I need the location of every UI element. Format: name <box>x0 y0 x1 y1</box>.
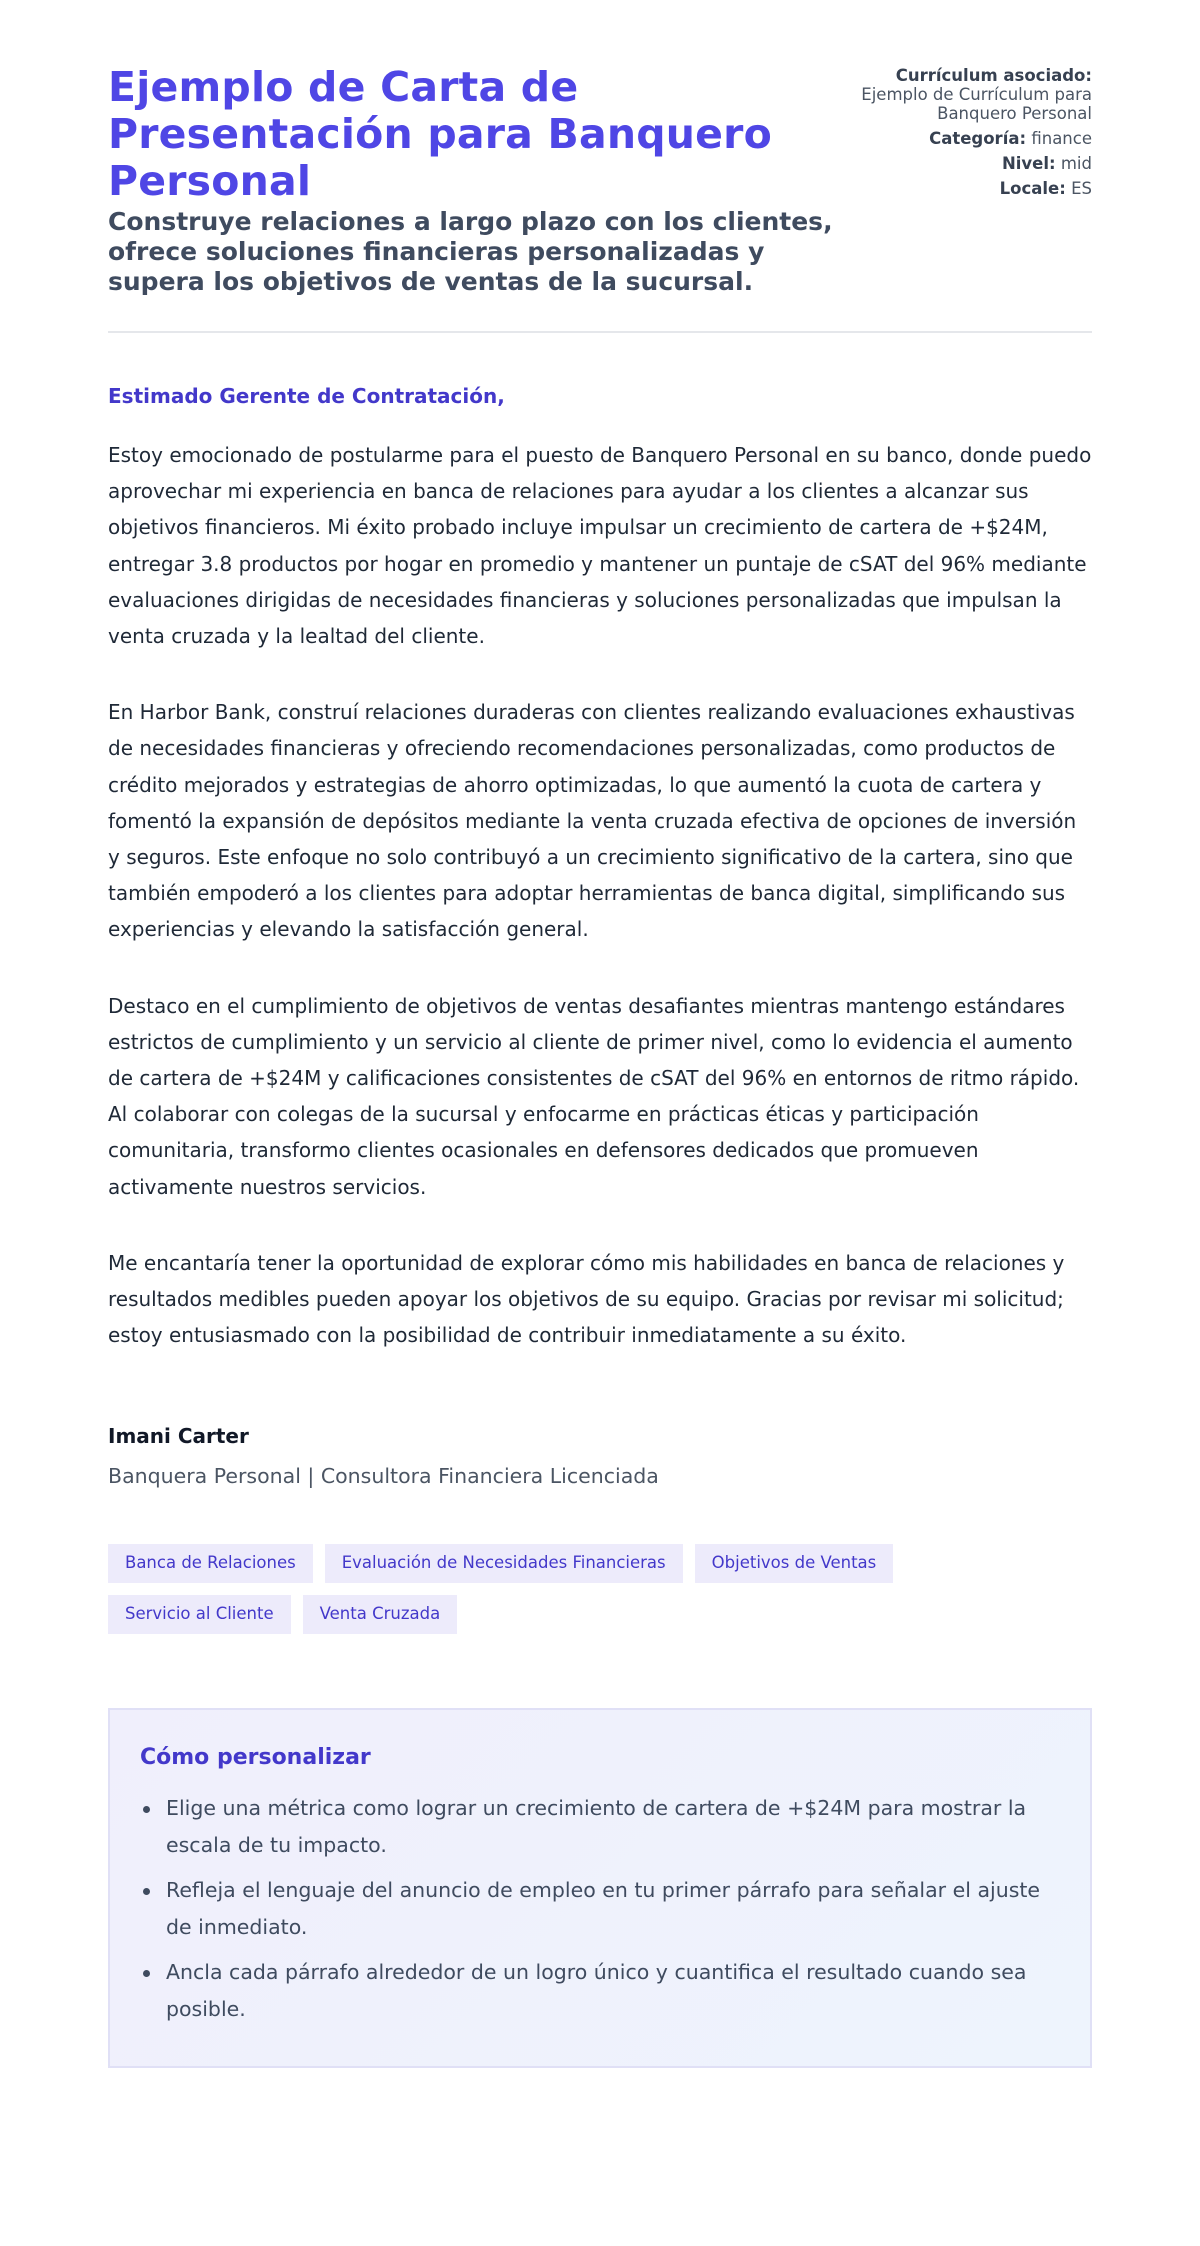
meta-level-value: mid <box>1060 154 1092 173</box>
tips-list <box>140 1790 1060 2028</box>
meta-locale <box>852 179 1092 198</box>
signature-block <box>108 1423 1092 1489</box>
skill-tag[interactable]: Evaluación de Necesidades Financieras <box>325 1544 683 1583</box>
skill-tag[interactable]: Banca de Relaciones <box>108 1544 313 1583</box>
tip-item: Refleja el lenguaje del anuncio de empleo en tu primer párrafo para señalar el ajuste de inmediato. <box>140 1872 1060 1946</box>
meta-locale-label: Locale: <box>999 179 1066 198</box>
skill-tags <box>108 1544 1008 1634</box>
letter-paragraph: En Harbor Bank, construí relaciones duraderas con clientes realizando evaluaciones exhaustivas de necesidades financieras y ofreciendo recomendaciones personalizadas, como productos de crédito mejorados y estrategias de ahorro optimizadas, lo que aumentó la cuota de cartera y fomentó la expansión de depósitos mediante la venta cruzada efectiva de opciones de inversión y seguros. Este enfoque no solo contribuyó a un crecimiento significativo de la cartera, sino que también empoderó a los clientes para adoptar herramientas de banca digital, simplificando sus experiencias y elevando la satisfacción general. <box>108 700 1077 942</box>
meta-resume <box>852 66 1092 123</box>
meta-category <box>852 129 1092 148</box>
signature-name: Imani Carter <box>108 1424 249 1449</box>
tip-item: Elige una métrica como lograr un crecimiento de cartera de +$24M para mostrar la escala de tu impacto. <box>140 1790 1060 1864</box>
letter-paragraph: Estoy emocionado de postularme para el puesto de Banquero Personal en su banco, donde puedo aprovechar mi experiencia en banca de relaciones para ayudar a los clientes a alcanzar sus objetivos financieros. Mi éxito probado incluye impulsar un crecimiento de cartera de +$24M, entregar 3.8 productos por hogar en promedio y mantener un puntaje de cSAT del 96% mediante evaluaciones dirigidas de necesidades financieras y soluciones personalizadas que impulsan la venta cruzada y la lealtad del cliente. <box>108 443 1092 649</box>
meta-resume-label: Currículum asociado: <box>895 66 1092 85</box>
skill-tag[interactable]: Venta Cruzada <box>303 1595 458 1634</box>
tip-item: Ancla cada párrafo alrededor de un logro único y cuantifica el resultado cuando sea posible. <box>140 1954 1060 2028</box>
skill-tag[interactable]: Objetivos de Ventas <box>695 1544 894 1583</box>
page-header <box>108 64 1092 333</box>
letter-body <box>108 383 1092 1353</box>
meta-resume-value: Ejemplo de Currículum para Banquero Personal <box>861 85 1092 123</box>
skill-tag[interactable]: Servicio al Cliente <box>108 1595 291 1634</box>
meta-category-label: Categoría: <box>929 129 1027 148</box>
meta-locale-value: ES <box>1071 179 1092 198</box>
tips-title: Cómo personalizar <box>140 1745 371 1771</box>
page-subtitle: Construye relaciones a largo plazo con los clientes, ofrece soluciones financieras personalizadas y supera los objetivos de ventas de la sucursal. <box>108 207 833 296</box>
meta-category-value: finance <box>1031 129 1092 148</box>
header-titles <box>108 64 848 297</box>
meta-level-label: Nivel: <box>1001 154 1056 173</box>
signature-title: Banquera Personal | Consultora Financiera Licenciada <box>108 1464 659 1489</box>
letter-greeting: Estimado Gerente de Contratación, <box>108 384 505 408</box>
page-title: Ejemplo de Carta de Presentación para Banquero Personal <box>108 63 772 205</box>
letter-paragraph: Me encantaría tener la oportunidad de explorar cómo mis habilidades en banca de relaciones y resultados medibles pueden apoyar los objetivos de su equipo. Gracias por revisar mi solicitud; estoy entusiasmado con la posibilidad de contribuir inmediatamente a su éxito. <box>108 1250 1065 1348</box>
meta-level <box>852 154 1092 173</box>
letter-paragraph: Destaco en el cumplimiento de objetivos de ventas desafiantes mientras mantengo estándares estrictos de cumplimiento y un servicio al cliente de primer nivel, como lo evidencia el aumento de cartera de +$24M y calificaciones consistentes de cSAT del 96% en entornos de ritmo rápido. Al colaborar con colegas de la sucursal y enfocarme en prácticas éticas y participación comunitaria, transformo clientes ocasionales en defensores dedicados que promueven activamente nuestros servicios. <box>108 993 1080 1199</box>
customization-tips-panel <box>108 1708 1092 2068</box>
metadata-panel <box>852 66 1092 204</box>
